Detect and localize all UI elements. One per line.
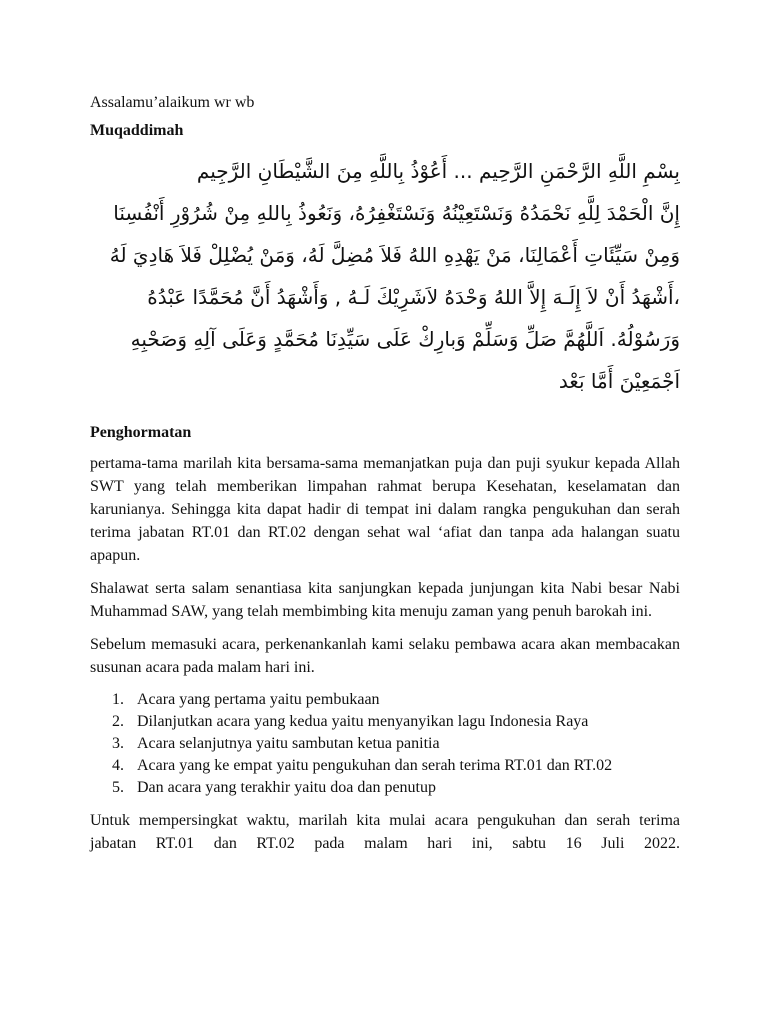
list-item-text: Dan acara yang terakhir yaitu doa dan penutup [137,779,436,796]
list-item [112,689,680,711]
list-item-number: 3. [112,735,124,752]
list-item-number: 1. [112,691,124,708]
list-item-text: Acara yang ke empat yaitu pengukuhan dan serah terima RT.01 dan RT.02 [137,757,613,774]
arabic-line: ،أَشْهَدُ أَنْ لاَ إِلَـهَ إِلاَّ اللهُ وَحْدَهُ لاَشَرِيْكَ لَـهُ , وَأَشْهَدُ أَنَّ مُحَمَّدًا عَبْدُهُ [147,285,680,309]
arabic-line: بِسْمِ اللَّهِ الرَّحْمَنِ الرَّحِيم ... أَعُوْذُ بِاللَّهِ مِنَ الشَّيْطَانِ الرَّجِيم [196,159,680,183]
list-item-text: Dilanjutkan acara yang kedua yaitu menyanyikan lagu Indonesia Raya [137,713,589,730]
arabic-line: وَرَسُوْلُهُ. اَللَّهُمَّ صَلِّ وَسَلِّمْ وَبارِكْ عَلَى سَيِّدِنَا مُحَمَّدٍ وَعَلَى آلِهِ وَصَحْبِهِ [130,327,680,351]
paragraph-closing: Untuk mempersingkat waktu, marilah kita mulai acara pengukuhan dan serah terima jabatan RT.01 dan RT.02 pada malam hari ini, sabtu 16 Juli 2022. [90,812,680,852]
agenda-list [90,689,680,799]
list-item [112,711,680,733]
list-item [112,777,680,799]
arabic-line: اَجْمَعِيْنَ أَمَّا بَعْد [558,369,680,393]
arabic-line: وَمِنْ سَيِّئَاتِ أَعْمَالِنَا، مَنْ يَهْدِهِ اللهُ فَلاَ مُضِلَّ لَهُ، وَمَنْ يُضْلِلْ فَلاَ هَادِيَ لَهُ [109,243,680,267]
paragraph-agenda-intro: Sebelum memasuki acara, perkenankanlah kami selaku pembawa acara akan membacakan susunan acara pada malam hari ini. [90,636,680,676]
document-page [90,92,680,865]
list-item [112,755,680,777]
muqaddimah-heading: Muqaddimah [90,122,184,139]
paragraph-shalawat: Shalawat serta salam senantiasa kita sanjungkan kepada junjungan kita Nabi besar Nabi Muhammad SAW, yang telah membimbing kita menuju zaman yang penuh barokah ini. [90,580,680,620]
arabic-opening-prayer [90,150,680,402]
list-item [112,733,680,755]
arabic-line: إِنَّ الْحَمْدَ لِلَّهِ نَحْمَدُهُ وَنَسْتَعِيْنُهُ وَنَسْتَغْفِرُهُ، وَنَعُوذُ بِاللهِ مِنْ شُرُوْرِ أَنْفُسِنَا [113,201,680,225]
list-item-number: 5. [112,779,124,796]
list-item-text: Acara yang pertama yaitu pembukaan [137,691,380,708]
list-item-text: Acara selanjutnya yaitu sambutan ketua panitia [137,735,440,752]
list-item-number: 2. [112,713,124,730]
greeting-text: Assalamu’alaikum wr wb [90,94,255,111]
list-item-number: 4. [112,757,124,774]
paragraph-opening-gratitude: pertama-tama marilah kita bersama-sama memanjatkan puja dan puji syukur kepada Allah SWT yang telah memberikan limpahan rahmat berupa Kesehatan, keselamatan dan karunianya. Sehingga kita dapat hadir di tempat ini dalam rangka pengukuhan dan serah terima jabatan RT.01 dan RT.02 dengan sehat wal ‘afiat dan tanpa ada halangan suatu apapun. [90,455,680,564]
penghormatan-heading: Penghormatan [90,424,192,441]
